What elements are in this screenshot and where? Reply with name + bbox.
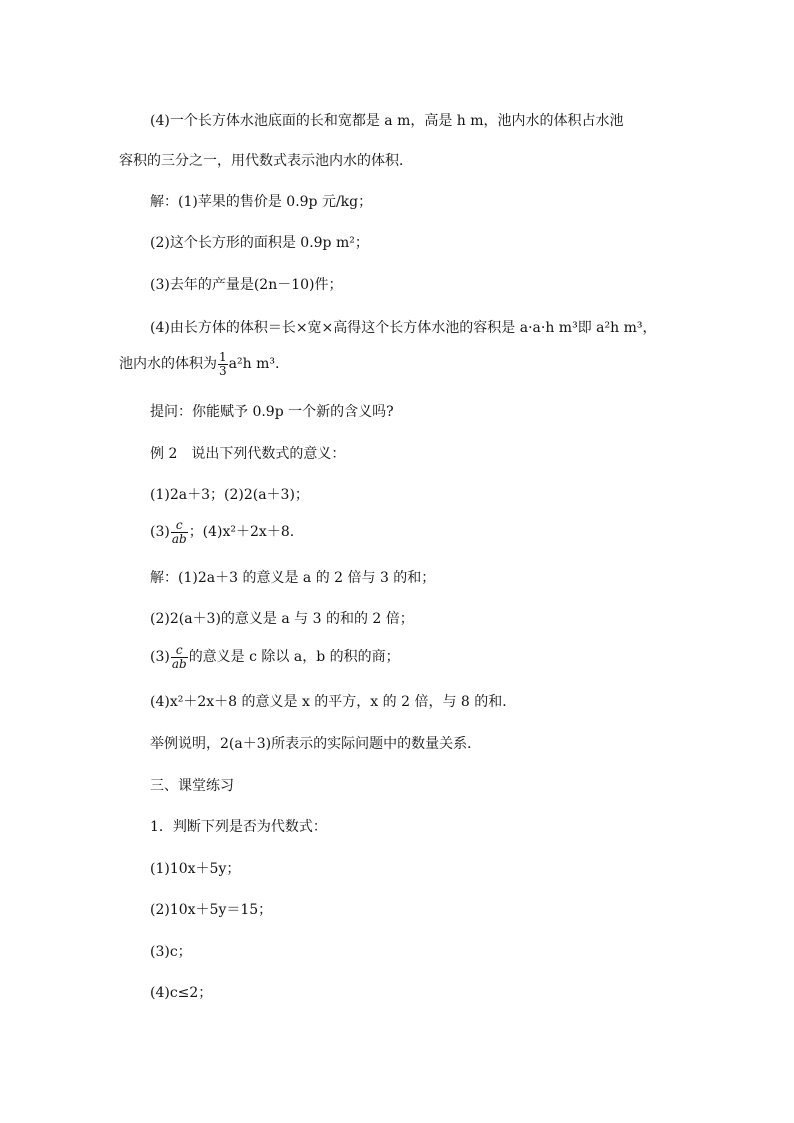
fraction-c-over-ab-2 bbox=[171, 644, 188, 671]
text-line-6: (4)由长方体的体积＝长×宽×高得这个长方体水池的容积是 a·a·h m³即 a²h m³， bbox=[150, 320, 657, 336]
text-line-1: (4)一个长方体水池底面的长和宽都是 a m，高是 h m，池内水的体积占水池 bbox=[150, 113, 624, 129]
text-line-10: (1)2a＋3；(2)2(a＋3)； bbox=[150, 487, 309, 503]
text-line-4: (2)这个长方形的面积是 0.9p m²； bbox=[150, 235, 369, 251]
text-line-2: 容积的三分之一，用代数式表示池内水的体积． bbox=[119, 153, 413, 169]
fraction-numerator: c bbox=[171, 644, 188, 658]
text-line-16: 举例说明，2(a＋3)所表示的实际问题中的数量关系． bbox=[150, 736, 482, 752]
text-line-9: 例 2 说出下列代数式的意义： bbox=[150, 446, 346, 462]
text-line-22: (4)c≤2； bbox=[150, 985, 213, 1001]
text-line-20: (2)10x＋5y＝15； bbox=[150, 902, 273, 918]
text-line-15: (4)x²＋2x＋8 的意义是 x 的平方，x 的 2 倍，与 8 的和． bbox=[150, 694, 517, 710]
text-line-13: (2)2(a＋3)的意义是 a 与 3 的和的 2 倍； bbox=[150, 611, 414, 627]
text-line-14-before: (3) bbox=[150, 649, 170, 665]
text-line-11 bbox=[150, 518, 294, 546]
text-line-7 bbox=[119, 350, 279, 378]
text-line-5: (3)去年的产量是(2n－10)件； bbox=[150, 277, 343, 293]
text-line-19: (1)10x＋5y； bbox=[150, 861, 241, 877]
section-heading: 三、课堂练习 bbox=[150, 778, 234, 794]
text-line-3: 解：(1)苹果的售价是 0.9p 元/kg； bbox=[150, 194, 373, 210]
text-line-11-after: ；(4)x²＋2x＋8. bbox=[188, 524, 295, 540]
fraction-denominator: 3 bbox=[219, 363, 227, 378]
fraction-denominator: ab bbox=[171, 531, 187, 546]
text-line-18: 1．判断下列是否为代数式： bbox=[150, 819, 327, 835]
text-line-11-before: (3) bbox=[150, 524, 170, 540]
text-line-14-after: 的意义是 c 除以 a，b 的积的商； bbox=[188, 649, 400, 665]
fraction-denominator: ab bbox=[171, 656, 187, 671]
text-line-7-after: a²h m³. bbox=[228, 356, 280, 372]
fraction-numerator: c bbox=[171, 519, 188, 533]
fraction-c-over-ab bbox=[171, 519, 188, 546]
text-line-14 bbox=[150, 643, 400, 671]
text-line-8: 提问：你能赋予 0.9p 一个新的含义吗? bbox=[150, 404, 394, 420]
text-line-21: (3)c； bbox=[150, 944, 192, 960]
fraction-numerator: 1 bbox=[219, 349, 227, 364]
text-line-12: 解：(1)2a＋3 的意义是 a 的 2 倍与 3 的和； bbox=[150, 570, 436, 586]
text-line-7-before: 池内水的体积为 bbox=[119, 356, 217, 372]
fraction-one-third bbox=[218, 351, 228, 378]
